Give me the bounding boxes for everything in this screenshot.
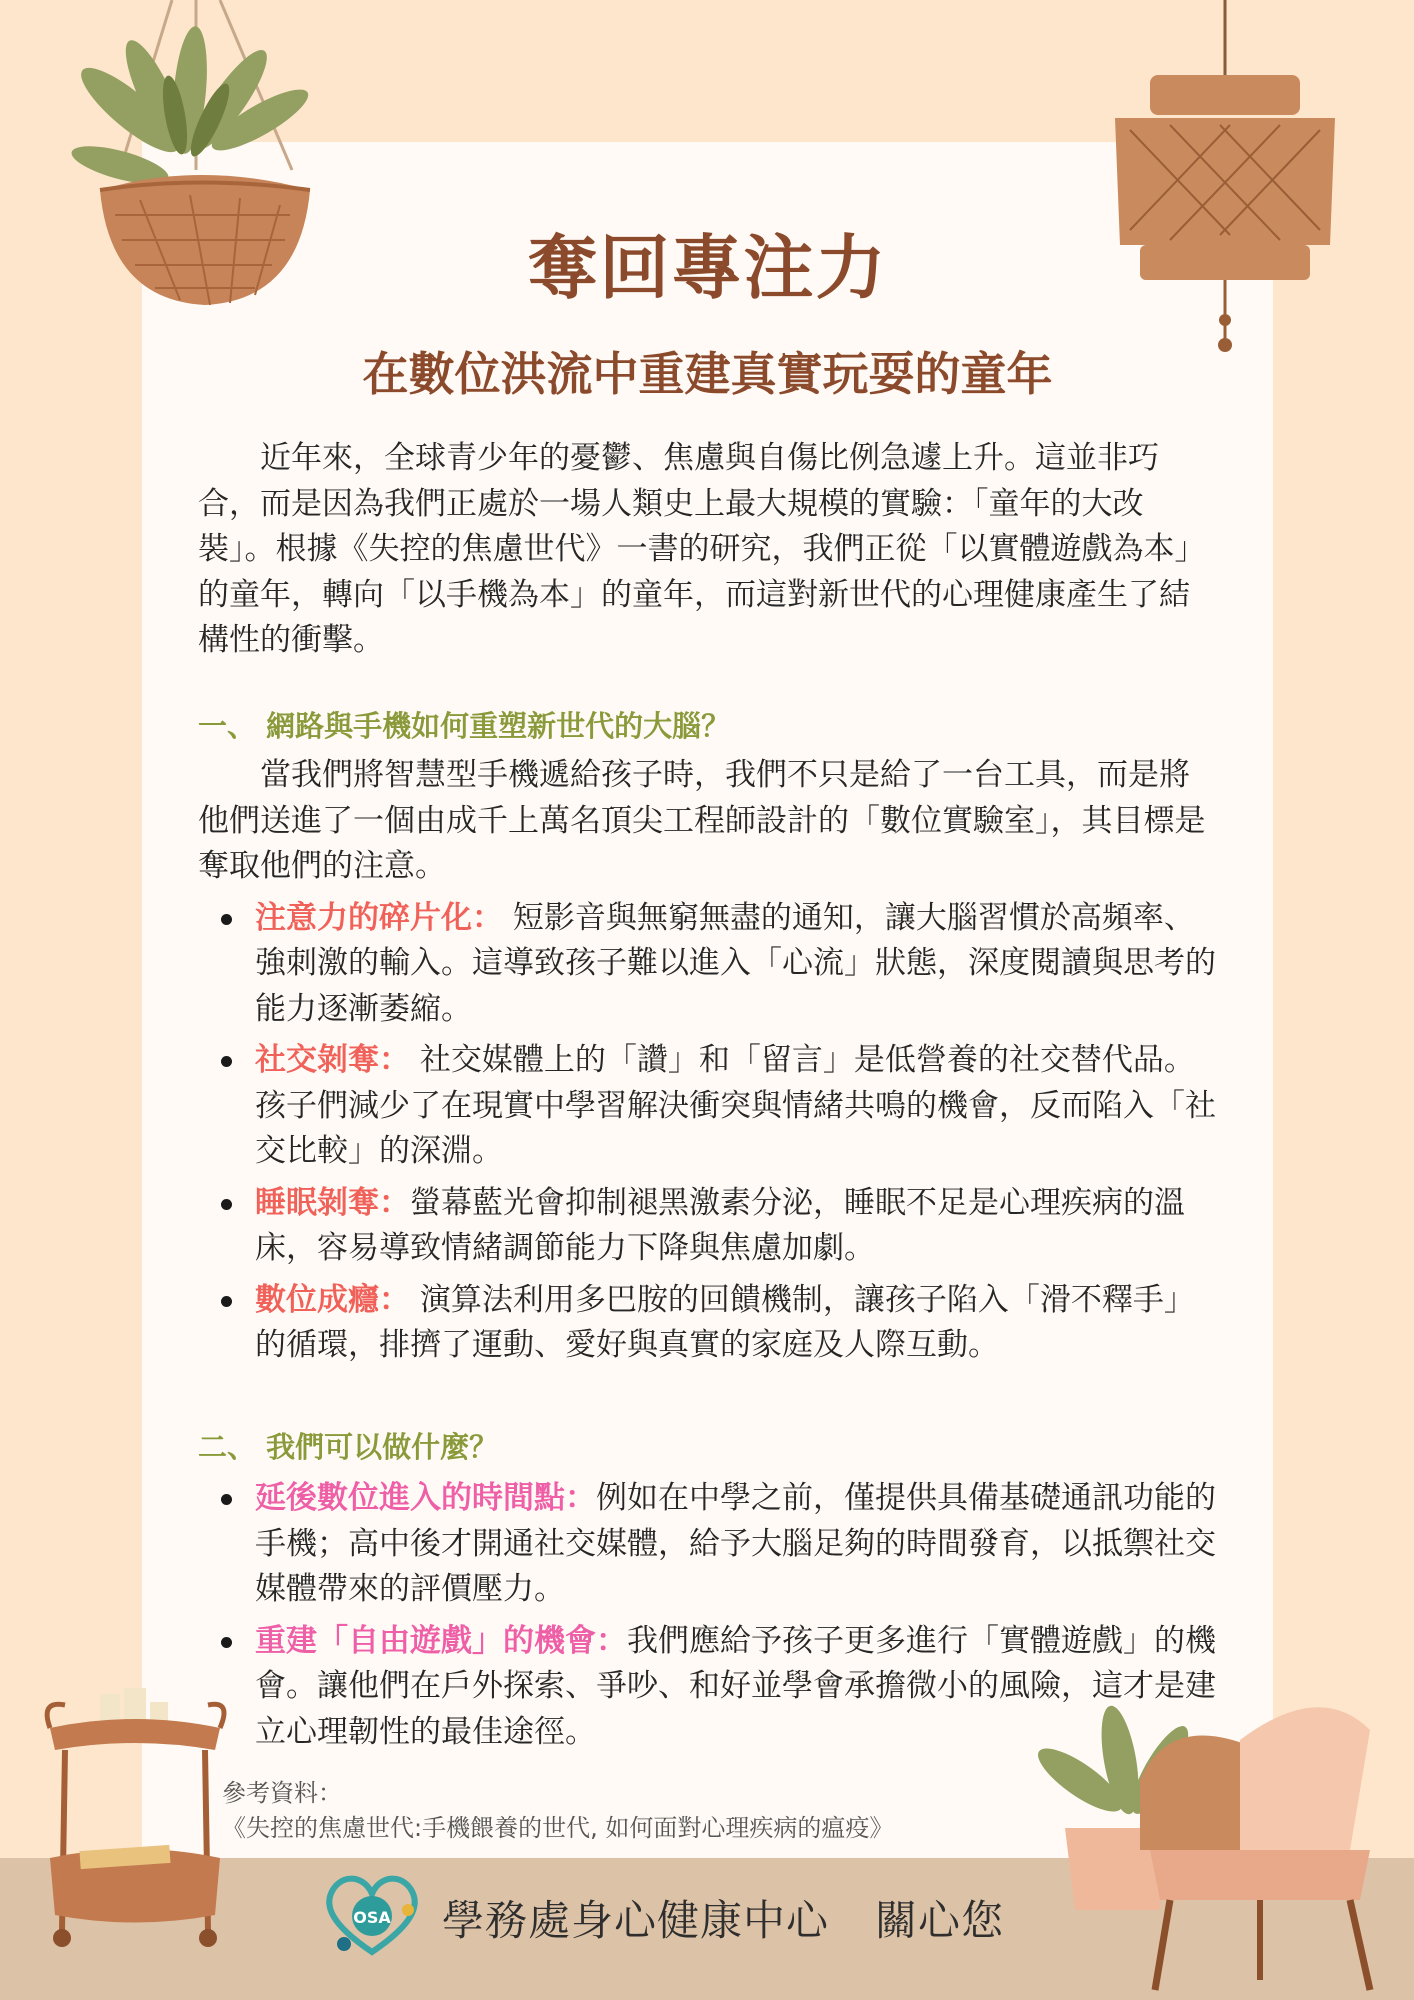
bullet-icon	[221, 1199, 232, 1210]
list-item	[198, 896, 1216, 1033]
item-label: 注意力的碎片化：	[255, 899, 503, 936]
item-text: 演算法利用多巴胺的回饋機制，讓孩子陷入「滑不釋手」的循環，排擠了運動、愛好與真實的家庭及人際互動。	[255, 1281, 1195, 1363]
item-label: 睡眠剝奪：	[255, 1184, 410, 1221]
page-title: 奪回專注力	[527, 227, 888, 309]
item-text: 短影音與無窮無盡的通知，讓大腦習慣於高頻率、強刺激的輸入。這導致孩子難以進入「心流」狀態，深度閱讀與思考的能力逐漸萎縮。	[255, 899, 1216, 1027]
list-item	[198, 1278, 1216, 1369]
footer-care: 關心您	[875, 1896, 1005, 1945]
item-text: 螢幕藍光會抑制褪黑激素分泌，睡眠不足是心理疾病的溫床，容易導致情緒調節能力下降與焦慮加劇。	[255, 1184, 1185, 1266]
section-1-list	[198, 896, 1216, 1369]
section-2-list	[198, 1476, 1216, 1755]
references-book: 《失控的焦慮世代:手機餵養的世代, 如何面對心理疾病的瘟疫》	[222, 1814, 894, 1842]
footer-org: 學務處身心健康中心	[442, 1896, 830, 1945]
list-item	[198, 1619, 1216, 1756]
bullet-icon	[221, 1296, 232, 1307]
article-body	[198, 436, 1216, 1761]
page-subtitle: 在數位洪流中重建真實玩耍的童年	[362, 347, 1053, 401]
section-1-heading: 一、 網路與手機如何重塑新世代的大腦？	[198, 708, 731, 743]
bullet-icon	[221, 1494, 232, 1505]
list-item	[198, 1038, 1216, 1175]
item-label: 社交剝奪：	[255, 1042, 410, 1078]
item-label: 重建「自由遊戲」的機會：	[255, 1622, 627, 1659]
section-2-heading: 二、 我們可以做什麼？	[198, 1429, 499, 1464]
item-text: 例如在中學之前，僅提供具備基礎通訊功能的手機；高中後才開通社交媒體，給予大腦足夠的時間發育，以抵禦社交媒體帶來的評價壓力。	[255, 1480, 1216, 1607]
hanging-lamp-illustration	[1110, 0, 1340, 370]
list-item	[198, 1476, 1216, 1613]
logo-text: OSA	[353, 1908, 391, 1927]
section-1-intro: 當我們將智慧型手機遞給孩子時，我們不只是給了一台工具，而是將他們送進了一個由成千上萬名頂尖工程師設計的「數位實驗室」，其目標是奪取他們的注意。	[198, 757, 1206, 884]
item-label: 延後數位進入的時間點：	[255, 1480, 596, 1516]
list-item	[198, 1181, 1216, 1272]
osa-logo-icon	[322, 1870, 422, 1960]
footer-message	[442, 1888, 1050, 1948]
references	[222, 1776, 893, 1846]
item-label: 數位成癮：	[255, 1281, 410, 1318]
item-text: 社交媒體上的「讚」和「留言」是低營養的社交替代品。孩子們減少了在現實中學習解決衝突與情緒共鳴的機會，反而陷入「社交比較」的深淵。	[255, 1042, 1216, 1169]
bullet-icon	[221, 914, 232, 925]
references-label: 參考資料：	[222, 1779, 342, 1807]
bullet-icon	[221, 1637, 232, 1648]
intro-paragraph: 近年來，全球青少年的憂鬱、焦慮與自傷比例急遽上升。這並非巧合，而是因為我們正處於一場人類史上最大規模的實驗：「童年的大改裝」。根據《失控的焦慮世代》一書的研究，我們正從「以實體遊戲為本」的童年，轉向「以手機為本」的童年，而這對新世代的心理健康產生了結構性的衝擊。	[198, 440, 1206, 658]
item-text: 我們應給予孩子更多進行「實體遊戲」的機會。讓他們在戶外探索、爭吵、和好並學會承擔微小的風險，這才是建立心理韌性的最佳途徑。	[255, 1622, 1216, 1750]
bullet-icon	[221, 1056, 232, 1067]
